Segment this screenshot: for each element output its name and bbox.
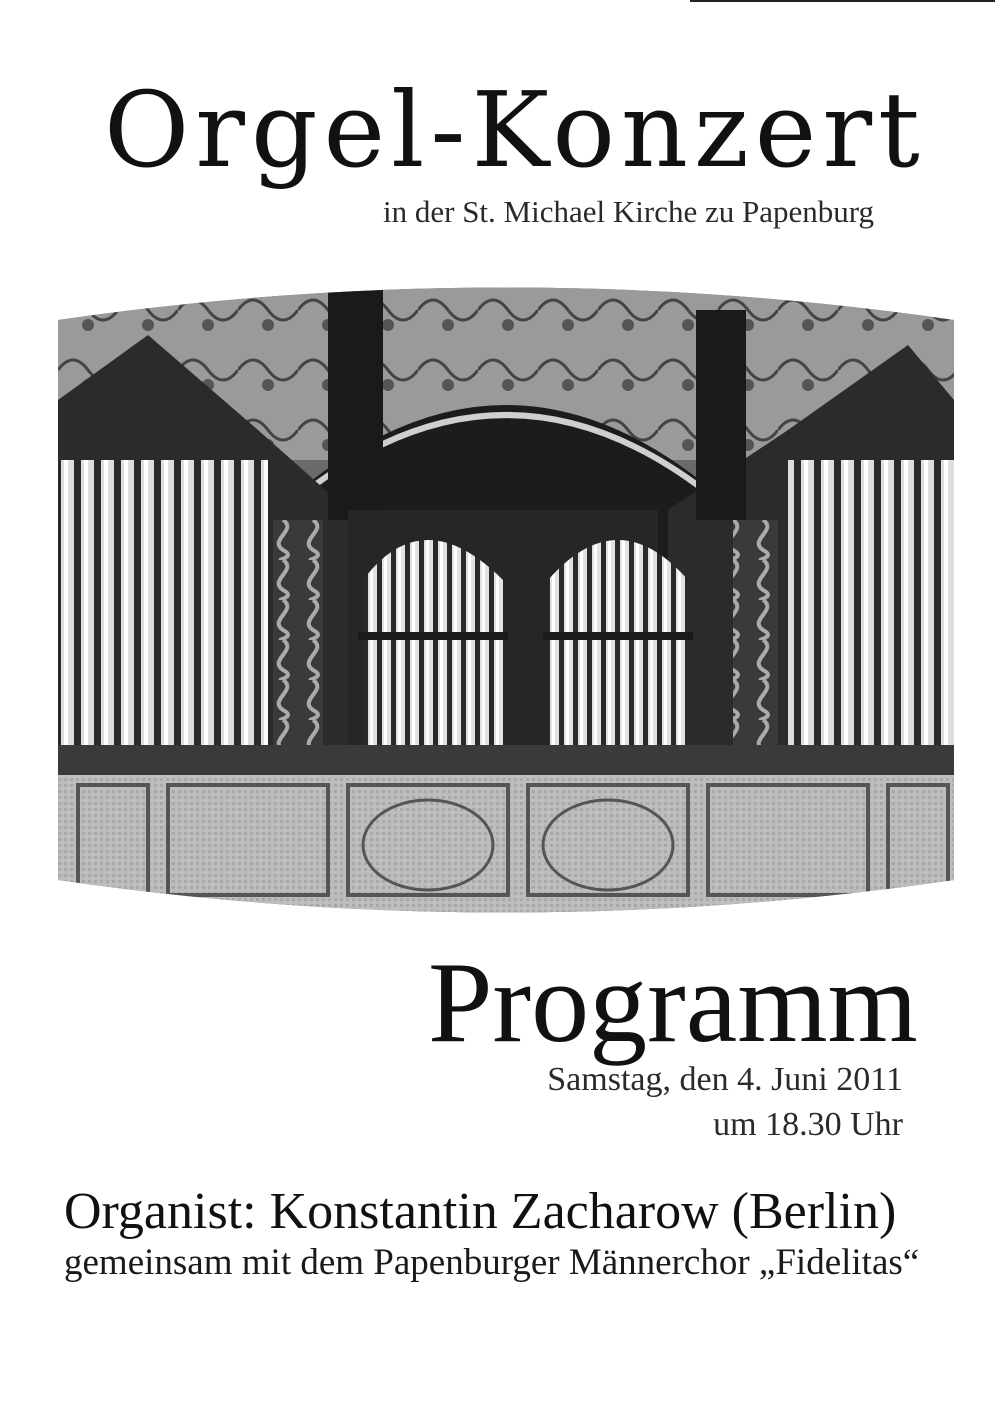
organ-photo [58,280,954,916]
concert-time: um 18.30 Uhr [713,1106,903,1143]
venue-subtitle: in der St. Michael Kirche zu Papenburg [383,194,874,229]
organist-line: Organist: Konstantin Zacharow (Berlin) [64,1183,897,1240]
choir-line: gemeinsam mit dem Papenburger Männerchor „Fidelitas“ [64,1242,920,1283]
concert-title: Orgel-Konzert [104,69,926,191]
concert-date: Samstag, den 4. Juni 2011 [547,1061,903,1098]
scan-edge-line [690,0,995,2]
program-title: Programm [428,939,918,1067]
